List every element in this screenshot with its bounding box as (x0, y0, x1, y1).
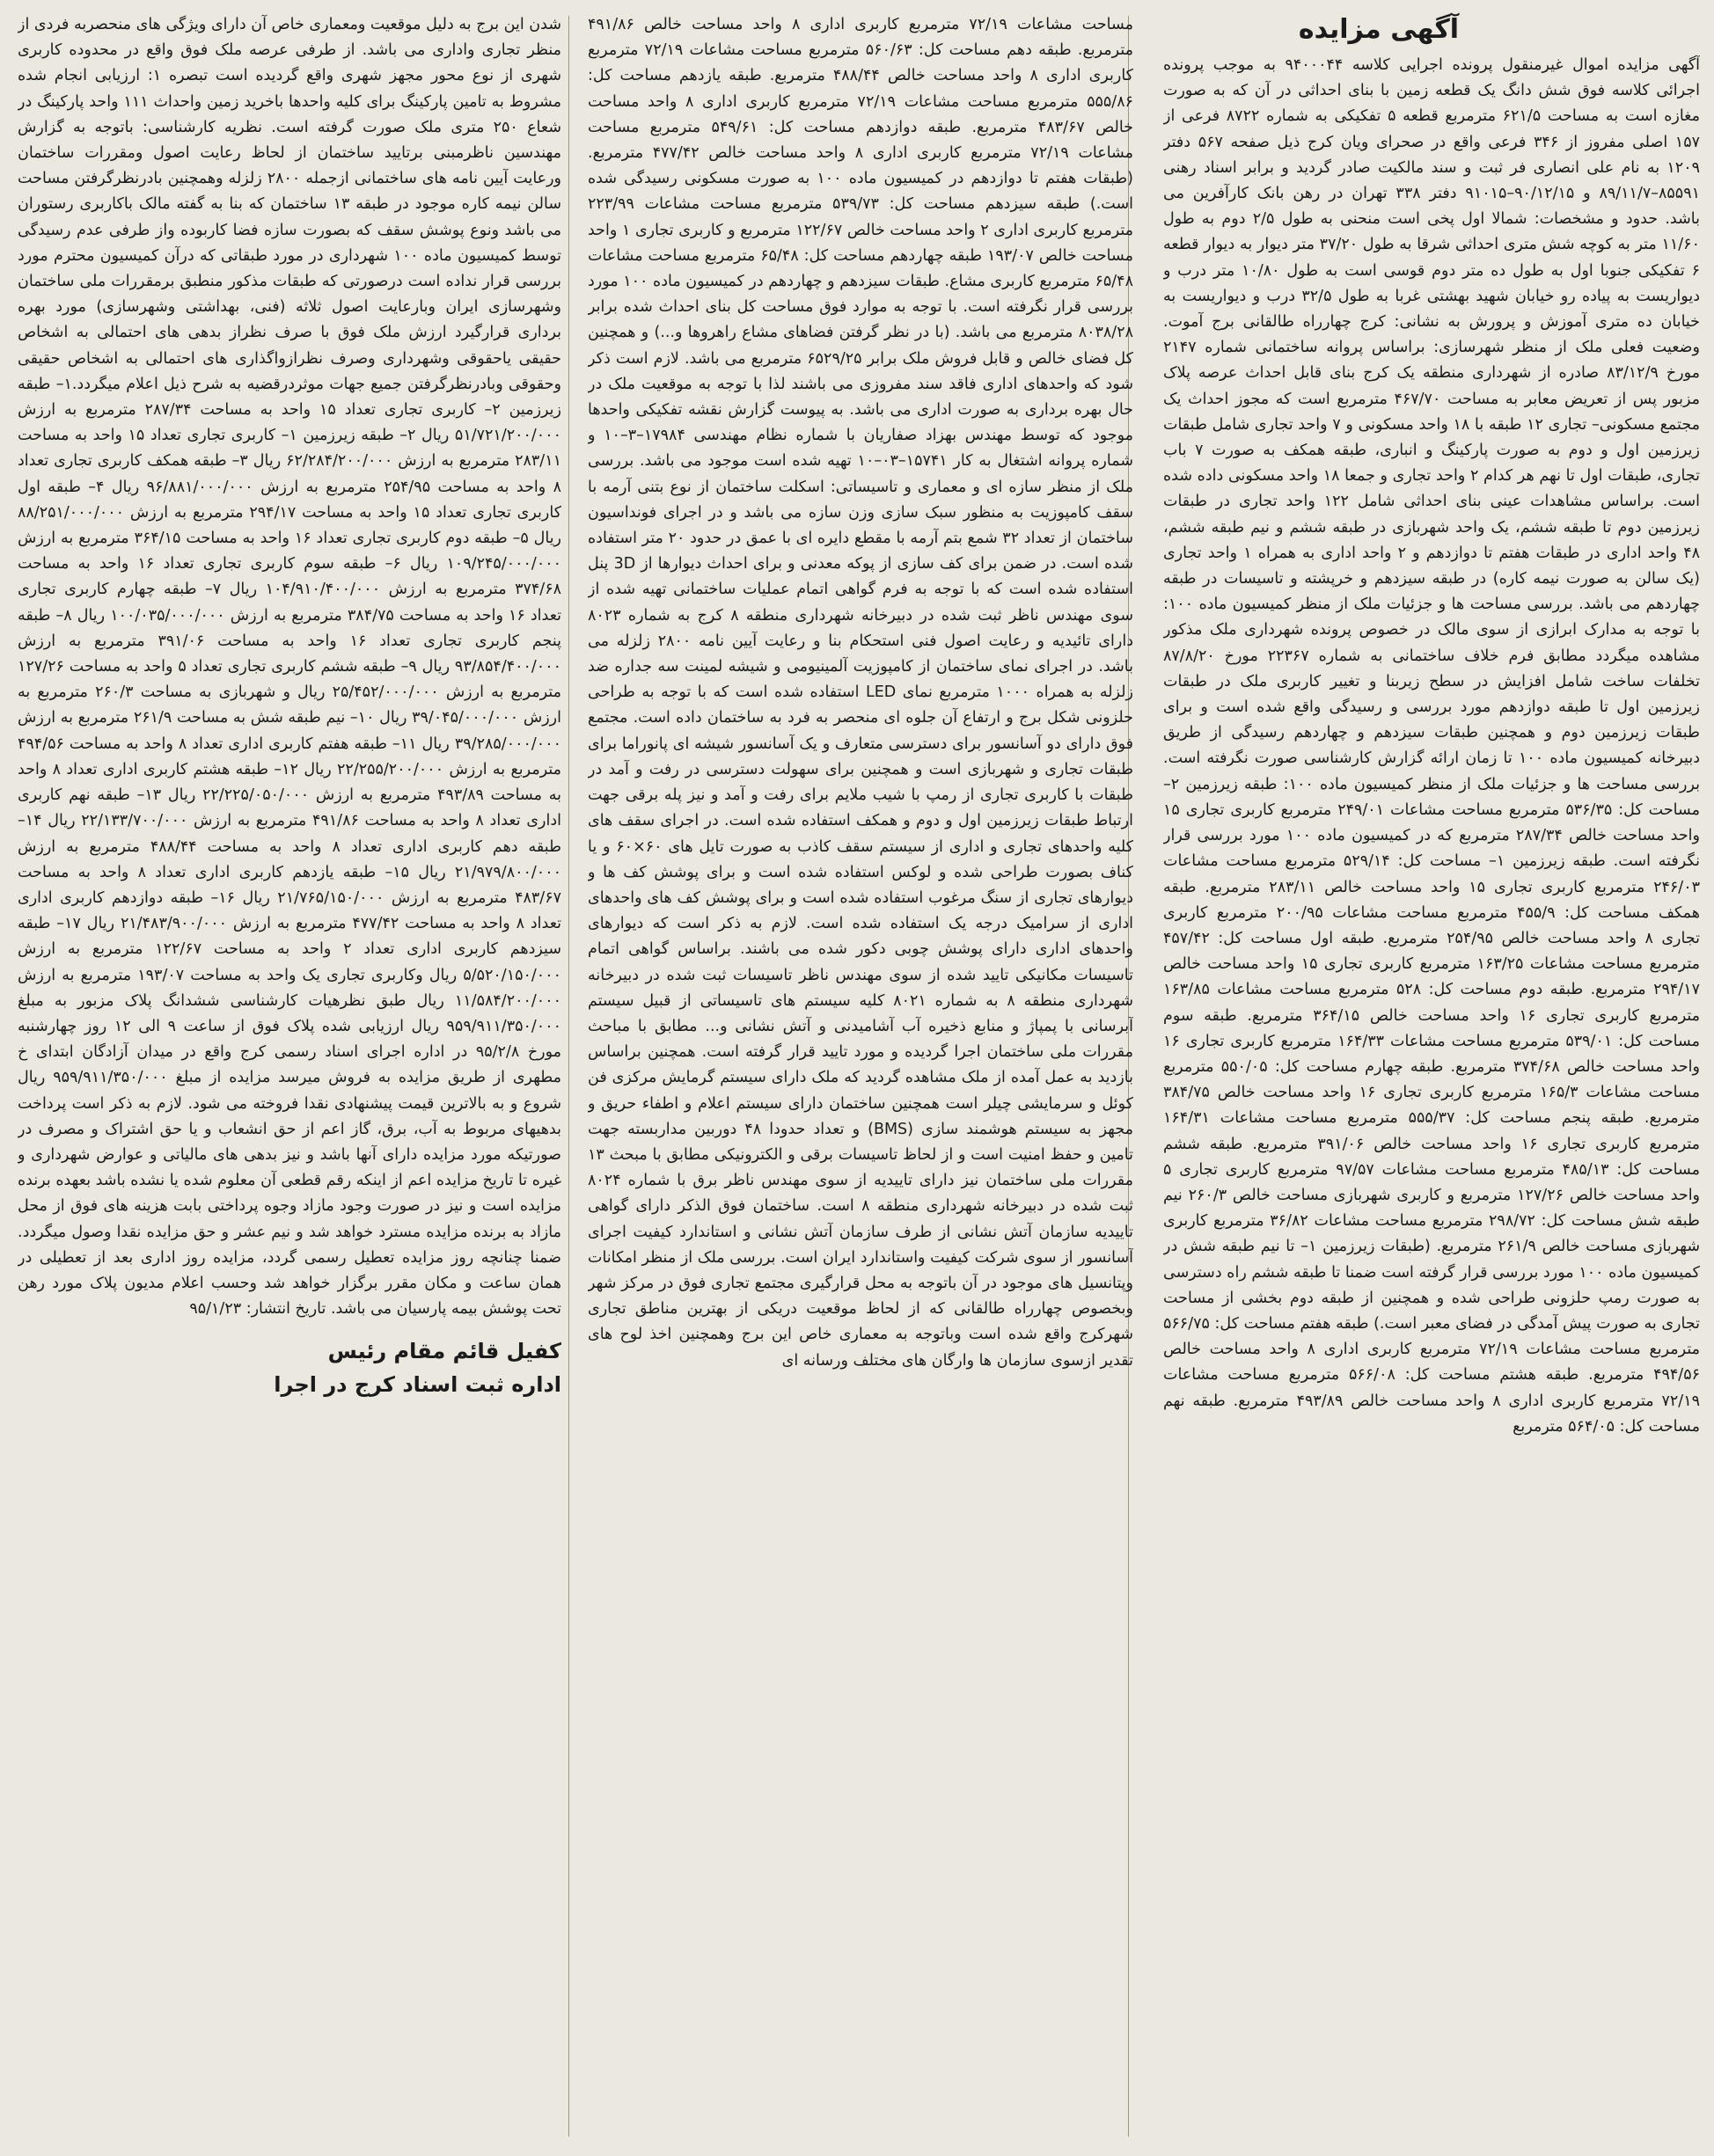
column-right (1163, 12, 1700, 2140)
signature-title: کفیل قائم مقام رئیس (327, 1339, 561, 1364)
signature-office: اداره ثبت اسناد کرج در اجرا (274, 1372, 561, 1398)
column-left (18, 12, 561, 2140)
signature-block (18, 1334, 561, 1401)
notice-text-column-1: آگهی مزایده اموال غیرمنقول پرونده اجرایی کلاسه ۹۴۰۰۰۴۴ به موجب پرونده اجرائی کلاسه فوق شش دانگ یک قطعه زمین با بنای احداثی در آن که به صورت مغازه است به مساحت ۶۲۱/۵ مترمربع قطعه ۵ تفکیکی به شماره ۸۷۲۲ فرعی از ۱۵۷ اصلی مفروز از ۳۴۶ فرعی واقع در صحرای ویان کرج ذیل صفحه ۵۶۷ دفتر ۱۲۰۹ به نام علی انصاری فر ثبت و سند مالکیت صادر گردید و برابر اسناد رهنی ۸۵۵۹۱–۸۹/۱۱/۷ و ۹۰/۱۲/۱۵–۹۱۰۱۵ دفتر ۳۳۸ تهران در رهن بانک کارآفرین می باشد. حدود و مشخصات: شمالا اول پخی است منحنی به طول ۲/۵ دوم به طول ۱۱/۶۰ متر به کوچه شش متری احداثی شرقا به طول ۳۷/۲۰ متر دیوار به دیوار قطعه ۶ تفکیکی جنوبا اول به طول ده متر دوم قوسی است به طول ۱۰/۸۰ متر درب و دیواریست به پیاده رو خیابان شهید بهشتی غربا به طول ۳۲/۵ درب و دیواریست به خیابان ده متری آموزش و پرورش به نشانی: کرج چهارراه طالقانی برج آموت. وضعیت فعلی ملک از منظر شهرسازی: براساس پروانه ساختمانی شماره ۲۱۴۷ مورخ ۸۳/۱۲/۹ صادره از شهرداری منطقه یک کرج بنای قابل احداث عرصه پلاک مزبور پس از تعریض معابر به مساحت ۴۶۷/۷۰ مترمربع است که مجوز احداث یک مجتمع مسکونی– تجاری ۱۲ طبقه با ۱۸ واحد مسکونی و ۷ واحد تجاری شامل طبقات زیرزمین اول و دوم به صورت پارکینگ و انباری، طبقه همکف به صورت ۷ باب تجاری، طبقات اول تا نهم هر کدام ۲ واحد تجاری و جمعا ۱۸ واحد مسکونی داده شده است. براساس مشاهدات عینی بنای احداثی شامل ۱۲۲ واحد تجاری در طبقات زیرزمین دوم تا طبقه ششم، یک واحد شهربازی در طبقه ششم و نیم طبقه ششم، ۴۸ واحد اداری در طبقات هفتم تا دوازدهم و ۲ واحد اداری به همراه ۱ واحد تجاری (یک سالن به صورت نیمه کاره) در طبقه سیزدهم و خرپشته و تاسیسات در طبقه چهاردهم می باشد. بررسی مساحت ها و جزئیات ملک از منظر کمیسیون ماده ۱۰۰: با توجه به مدارک ابرازی از سوی مالک در خصوص پرونده شهرداری ملک مذکور مشاهده میگردد مطابق فرم خلاف ساختمانی به شماره ۲۲۳۶۷ مورخ ۸۷/۸/۲۰ تخلفات ساخت شامل افزایش در سطح زیربنا و تغییر کاربری ملک در طبقات زیرزمین اول تا طبقه دوازدهم مورد بررسی و رسیدگی واقع شده است و برای طبقات زیرزمین دوم و همچنین طبقات سیزدهم و چهاردهم رسیدگی از طریق دبیرخانه کمیسیون ماده ۱۰۰ تا زمان ارائه گزارش کارشناسی صورت نگرفته است. بررسی مساحت ها و جزئیات ملک از منظر کمیسیون ماده ۱۰۰: طبقه زیرزمین ۲– مساحت کل: ۵۳۶/۳۵ مترمربع مساحت مشاعات ۲۴۹/۰۱ مترمربع کاربری تجاری ۱۵ واحد مساحت خالص ۲۸۷/۳۴ مترمربع که در کمیسیون ماده ۱۰۰ مورد بررسی قرار نگرفته است. طبقه زیرزمین ۱– مساحت کل: ۵۲۹/۱۴ مترمربع مساحت مشاعات ۲۴۶/۰۳ مترمربع کاربری تجاری ۱۵ واحد مساحت خالص ۲۸۳/۱۱ مترمربع. طبقه همکف مساحت کل: ۴۵۵/۹ مترمربع مساحت مشاعات ۲۰۰/۹۵ مترمربع کاربری تجاری ۸ واحد مساحت خالص ۲۵۴/۹۵ مترمربع. طبقه اول مساحت کل: ۴۵۷/۴۲ مترمربع مساحت مشاعات ۱۶۳/۲۵ مترمربع کاربری تجاری ۱۵ واحد مساحت خالص ۲۹۴/۱۷ مترمربع. طبقه دوم مساحت کل: ۵۲۸ مترمربع مساحت مشاعات ۱۶۳/۸۵ مترمربع کاربری تجاری ۱۶ واحد مساحت خالص ۳۶۴/۱۵ مترمربع. طبقه سوم مساحت کل: ۵۳۹/۰۱ مترمربع مساحت مشاعات ۱۶۴/۳۳ مترمربع کاربری تجاری ۱۶ واحد مساحت خالص ۳۷۴/۶۸ مترمربع. طبقه چهارم مساحت کل: ۵۵۰/۰۵ مترمربع مساحت مشاعات ۱۶۵/۳ مترمربع کاربری تجاری ۱۶ واحد مساحت خالص ۳۸۴/۷۵ مترمربع. طبقه پنجم مساحت کل: ۵۵۵/۳۷ مترمربع مساحت مشاعات ۱۶۴/۳۱ مترمربع کاربری تجاری ۱۶ واحد مساحت خالص ۳۹۱/۰۶ مترمربع. طبقه ششم مساحت کل: ۴۸۵/۱۳ مترمربع مساحت مشاعات ۹۷/۵۷ مترمربع کاربری تجاری ۵ واحد مساحت خالص ۱۲۷/۲۶ مترمربع و کاربری شهربازی مساحت خالص ۲۶۰/۳ نیم طبقه شش مساحت کل: ۲۹۸/۷۲ مترمربع مساحت مشاعات ۳۶/۸۲ مترمربع کاربری شهربازی مساحت خالص ۲۶۱/۹ مترمربع. (طبقات زیرزمین ۱– تا نیم طبقه شش در کمیسیون ماده ۱۰۰ مورد بررسی قرار گرفته است ضمنا تا طبقه ششم راه دسترسی به صورت رمپ حلزونی طراحی شده و همچنین از طبقه دوم بخشی از مساحت تجاری به صورت پیش آمدگی در فضای معبر است.) طبقه هفتم مساحت کل: ۵۶۶/۷۵ مترمربع مساحت مشاعات ۷۲/۱۹ مترمربع کاربری اداری ۸ واحد مساحت خالص ۴۹۴/۵۶ مترمربع. طبقه هشتم مساحت کل: ۵۶۶/۰۸ مترمربع مساحت مشاعات ۷۲/۱۹ مترمربع کاربری اداری ۸ واحد مساحت خالص ۴۹۳/۸۹ مترمربع. طبقه نهم مساحت کل: ۵۶۴/۰۵ مترمربع (1163, 56, 1700, 1436)
column-middle (588, 12, 1133, 2140)
column-divider (568, 16, 569, 2137)
notice-text-column-2: مساحت مشاعات ۷۲/۱۹ مترمربع کاربری اداری ۸ واحد مساحت خالص ۴۹۱/۸۶ مترمربع. طبقه دهم مساحت کل: ۵۶۰/۶۳ مترمربع مساحت مشاعات ۷۲/۱۹ مترمربع کاربری اداری ۸ واحد مساحت خالص ۴۸۸/۴۴ مترمربع. طبقه یازدهم مساحت کل: ۵۵۵/۸۶ مترمربع مساحت مشاعات ۷۲/۱۹ مترمربع کاربری اداری ۸ واحد مساحت خالص ۴۸۳/۶۷ مترمربع. طبقه دوازدهم مساحت کل: ۵۴۹/۶۱ مترمربع مساحت مشاعات ۷۲/۱۹ مترمربع کاربری اداری ۸ واحد مساحت خالص ۴۷۷/۴۲ مترمربع. (طبقات هفتم تا دوازدهم در کمیسیون ماده ۱۰۰ به صورت مسکونی رسیدگی شده است.) طبقه سیزدهم مساحت کل: ۵۳۹/۷۳ مترمربع مساحت مشاعات ۲۲۳/۹۹ مترمربع کاربری اداری ۲ واحد مساحت خالص ۱۲۲/۶۷ مترمربع و کاربری تجاری ۱ واحد مساحت خالص ۱۹۳/۰۷ طبقه چهاردهم مساحت کل: ۶۵/۴۸ مترمربع مساحت مشاعات ۶۵/۴۸ مترمربع کاربری مشاع. طبقات سیزدهم و چهاردهم در کمیسیون ماده ۱۰۰ مورد بررسی قرار نگرفته است. با توجه به موارد فوق مساحت کل بنای احداث شده برابر ۸۰۳۸/۲۸ مترمربع می باشد. (با در نظر گرفتن فضاهای مشاع راهروها و...) و همچنین کل فضای خالص و قابل فروش ملک برابر ۶۵۲۹/۲۵ مترمربع می باشد. لازم است ذکر شود که واحدهای اداری فاقد سند مفروزی می باشند لذا با توجه به موقعیت ملک در حال بهره برداری به صورت اداری می باشد. به پیوست گزارش نقشه تفکیکی واحدها موجود که توسط مهندس بهزاد صفاریان با شماره نظام مهندسی ۱۷۹۸۴–۳–۱۰ و شماره پروانه اشتغال به کار ۱۵۷۴۱–۰۳–۱۰ تهیه شده است موجود می باشد. بررسی ملک از منظر سازه ای و معماری و تاسیساتی: اسکلت ساختمان از نوع بتنی آرمه با سقف کامپوزیت به منظور سبک سازی وزن سازه می باشد و در اجرای فونداسیون ساختمان از تعداد ۳۲ شمع بتم آرمه با مقطع دایره ای با عمق در حدود ۲۰ متر استفاده شده است. در ضمن برای کف سازی از پوکه معدنی و برای احداث دیوارها از 3D پنل استفاده شده است که با توجه به فرم گواهی اتمام عملیات ساختمانی تهیه شده از سوی مهندس ناظر ثبت شده در دبیرخانه شهرداری منطقه ۸ کرج به شماره ۸۰۲۳ دارای تائیدیه و رعایت اصول فنی استحکام بنا و رعایت آیین نامه ۲۸۰۰ زلزله می باشد. در اجرای نمای ساختمان از کامپوزیت آلمینیومی و شیشه لمینت سه جداره ضد زلزله به همراه ۱۰۰۰ مترمربع نمای LED استفاده شده است که با توجه به طراحی حلزونی شکل برج و ارتفاع آن جلوه ای منحصر به فرد به ساختمان داده است. مجتمع فوق دارای دو آسانسور برای دسترسی متعارف و یک آسانسور شیشه ای پانوراما برای طبقات تجاری و شهربازی است و همچنین برای سهولت دسترسی در رفت و آمد در طبقات با کاربری تجاری از رمپ با شیب ملایم برای رفت و آمد و نیز پله برقی جهت ارتباط طبقات زیرزمین اول و دوم و همکف استفاده شده است. در اجرای سقف های کلیه واحدهای تجاری و اداری از سیستم سقف کاذب به صورت تایل های ۶۰×۶۰ و یا کناف بصورت طراحی شده و لوکس استفاده شده است و برای پوشش کف ها و دیوارهای تجاری از سنگ مرغوب استفاده شده است و برای پوشش کف های واحدهای اداری از سرامیک درجه یک استفاده شده است. لازم به ذکر است که دیوارهای واحدهای اداری دارای پوشش چوبی دکور شده می باشند. براساس گواهی اتمام تاسیسات مکانیکی تایید شده از سوی مهندس ناظر تاسیسات ثبت شده در دبیرخانه شهرداری منطقه ۸ به شماره ۸۰۲۱ کلیه سیستم های تاسیساتی از قبیل سیستم آبرسانی با پمپاژ و منابع ذخیره آب آشامیدنی و آتش نشانی و... مطابق با مباحث مقررات ملی ساختمان اجرا گردیده و مورد تایید قرار گرفته است. همچنین براساس بازدید به عمل آمده از ملک مشاهده گردید که ملک دارای سیستم گرمایش مرکزی فن کوئل و سرمایشی چیلر است همچنین ساختمان دارای سیستم اعلام و اطفاء حریق و مجهز به سیستم هوشمند سازی (BMS) و تعداد حدودا ۴۸ دوربین مداربسته جهت تامین و حفظ امنیت است و از لحاظ تاسیسات برقی و الکترونیکی مطابق با مبحث ۱۳ مقررات ملی ساختمان نیز دارای تاییدیه از سوی مهندس ناظر برق با شماره ۸۰۲۴ ثبت شده در دبیرخانه شهرداری منطقه ۸ است. ساختمان فوق الذکر دارای گواهی تاییدیه سازمان آتش نشانی از طرف سازمان آتش نشانی و استاندارد کیفیت اجرای آسانسور از سوی شرکت کیفیت واستاندارد ایران است. بررسی ملک از منظر امکانات وپتانسیل های موجود در آن باتوجه به محل قرارگیری مجتمع تجاری فوق در مرکز شهر وبخصوص چهارراه طالقانی که از لحاظ موقعیت دریکی از بهترین مناطق تجاری شهرکرج واقع شده است وباتوجه به معماری خاص این برج وهمچنین اخذ لوح های تقدیر ازسوی سازمان ها وارگان های مختلف ورسانه ای (588, 16, 1133, 1370)
notice-title: آگهی مزایده (1298, 14, 1460, 45)
notice-text-column-3: شدن این برج به دلیل موقعیت ومعماری خاص آن دارای ویژگی های منحصربه فردی از منظر تجاری واداری می باشد. از طرفی عرصه ملک فوق واقع در محدوده کاربری شهری از نوع محور مجهز شهری واقع گردیده است تبصره ۱: ارزیابی انجام شده مشروط به تامین پارکینگ برای کلیه واحدها باخرید زمین واحداث ۱۱۱ واحد پارکینگ در شعاع ۲۵۰ متری ملک صورت گرفته است. نظریه کارشناسی: باتوجه به گزارش مهندسین ناظرمبنی برتایید ساختمان از لحاظ رعایت اصول ومقررات ساختمان ورعایت آیین نامه های ساختمانی ازجمله ۲۸۰۰ زلزله وهمچنین بادرنظرگرفتن مساحت سالن نیمه کاره موجود در طبقه ۱۳ ساختمان که بنا به گفته مالک باکاربری رستوران می باشد ونوع پوشش سقف که بصورت سازه فضا کاربوده واز طرفی عدم رسیدگی توسط کمیسیون ماده ۱۰۰ شهرداری در مورد طبقاتی که درآن کمیسیون محترم مورد بررسی قرار نداده است درصورتی که طبقات مذکور منطبق برمقررات ملی ساختمان وشهرسازی ایران وبارعایت اصول ثلاثه (فنی، بهداشتی وشهرسازی) مورد بهره برداری قرارگیرد ارزش ملک فوق با صرف نظراز بدهی های احتمالی به اشخاص حقیقی یاحقوقی وشهرداری وصرف نظرازواگذاری های احتمالی به اشخاص حقیقی وحقوقی وبادرنظرگرفتن جمیع جهات موثردرقضیه به شرح ذیل اعلام میگردد.۱– طبقه زیرزمین ۲– کاربری تجاری تعداد ۱۵ واحد به مساحت ۲۸۷/۳۴ مترمربع به ارزش ۵۱/۷۲۱/۲۰۰/۰۰۰ ریال ۲– طبقه زیرزمین ۱– کاربری تجاری تعداد ۱۵ واحد به مساحت ۲۸۳/۱۱ مترمربع به ارزش ۶۲/۲۸۴/۲۰۰/۰۰۰ ریال ۳– طبقه همکف کاربری تجاری تعداد ۸ واحد به مساحت ۲۵۴/۹۵ مترمربع به ارزش ۹۶/۸۸۱/۰۰۰/۰۰۰ ریال ۴– طبقه اول کاربری تجاری تعداد ۱۵ واحد به مساحت ۲۹۴/۱۷ مترمربع به ارزش ۸۸/۲۵۱/۰۰۰/۰۰۰ ریال ۵– طبقه دوم کاربری تجاری تعداد ۱۶ واحد به مساحت ۳۶۴/۱۵ مترمربع به ارزش ۱۰۹/۲۴۵/۰۰۰/۰۰۰ ریال ۶– طبقه سوم کاربری تجاری تعداد ۱۶ واحد به مساحت ۳۷۴/۶۸ مترمربع به ارزش ۱۰۴/۹۱۰/۴۰۰/۰۰۰ ریال ۷– طبقه چهارم کاربری تجاری تعداد ۱۶ واحد به مساحت ۳۸۴/۷۵ مترمربع به ارزش ۱۰۰/۰۳۵/۰۰۰/۰۰۰ ریال ۸– طبقه پنجم کاربری تجاری تعداد ۱۶ واحد به مساحت ۳۹۱/۰۶ مترمربع به ارزش ۹۳/۸۵۴/۴۰۰/۰۰۰ ریال ۹– طبقه ششم کاربری تجاری تعداد ۵ واحد به مساحت ۱۲۷/۲۶ مترمربع به ارزش ۲۵/۴۵۲/۰۰۰/۰۰۰ ریال و شهربازی به مساحت ۲۶۰/۳ مترمربع به ارزش ۳۹/۰۴۵/۰۰۰/۰۰۰ ریال ۱۰– نیم طبقه شش به مساحت ۲۶۱/۹ مترمربع به ارزش ۳۹/۲۸۵/۰۰۰/۰۰۰ ریال ۱۱– طبقه هفتم کاربری اداری تعداد ۸ واحد به مساحت ۴۹۴/۵۶ مترمربع به ارزش ۲۲/۲۵۵/۲۰۰/۰۰۰ ریال ۱۲– طبقه هشتم کاربری اداری تعداد ۸ واحد به مساحت ۴۹۳/۸۹ مترمربع به ارزش ۲۲/۲۲۵/۰۵۰/۰۰۰ ریال ۱۳– طبقه نهم کاربری اداری تعداد ۸ واحد به مساحت ۴۹۱/۸۶ مترمربع به ارزش ۲۲/۱۳۳/۷۰۰/۰۰۰ ریال ۱۴– طبقه دهم کاربری اداری تعداد ۸ واحد به مساحت ۴۸۸/۴۴ مترمربع به ارزش ۲۱/۹۷۹/۸۰۰/۰۰۰ ریال ۱۵– طبقه یازدهم کاربری اداری تعداد ۸ واحد به مساحت ۴۸۳/۶۷ مترمربع به ارزش ۲۱/۷۶۵/۱۵۰/۰۰۰ ریال ۱۶– طبقه دوازدهم کاربری اداری تعداد ۸ واحد به مساحت ۴۷۷/۴۲ مترمربع به ارزش ۲۱/۴۸۳/۹۰۰/۰۰۰ ریال ۱۷– طبقه سیزدهم کاربری اداری تعداد ۲ واحد به مساحت ۱۲۲/۶۷ مترمربع به ارزش ۵/۵۲۰/۱۵۰/۰۰۰ ریال وکاربری تجاری یک واحد به مساحت ۱۹۳/۰۷ مترمربع به ارزش ۱۱/۵۸۴/۲۰۰/۰۰۰ ریال طبق نظرهیات کارشناسی ششدانگ پلاک مزبور به مبلغ ۹۵۹/۹۱۱/۳۵۰/۰۰۰ ریال ارزیابی شده پلاک فوق از ساعت ۹ الی ۱۲ روز چهارشنبه مورخ ۹۵/۲/۸ در اداره اجرای اسناد رسمی کرج واقع در میدان آزادگان ابتدای خ مطهری از طریق مزایده به فروش میرسد مزایده از مبلغ ۹۵۹/۹۱۱/۳۵۰/۰۰۰ ریال شروع و به بالاترین قیمت پیشنهادی نقدا فروخته می شود. لازم به ذکر است پرداخت بدهیهای مربوط به آب، برق، گاز اعم از حق انشعاب و یا حق اشتراک و مصرف در صورتیکه مورد مزایده دارای آنها باشد و نیز بدهی های مالیاتی و عوارض شهرداری و غیره تا تاریخ مزایده اعم از اینکه رقم قطعی آن معلوم شده یا نشده باشد بعهده برنده مزایده است و نیز در صورت وجود مازاد وجوه پرداختی بابت هزینه های فوق از محل مازاد به برنده مزایده مسترد خواهد شد و نیم عشر و حق مزایده نقدا وصول میگردد. ضمنا چنانچه روز مزایده تعطیل رسمی گردد، مزایده روز اداری بعد از تعطیلی در همان ساعت و مکان مقرر برگزار خواهد شد وحسب اعلام مدیون پلاک مورد رهن تحت پوشش بیمه پارسیان می باشد. تاریخ انتشار: ۹۵/۱/۲۳ (18, 16, 561, 1319)
